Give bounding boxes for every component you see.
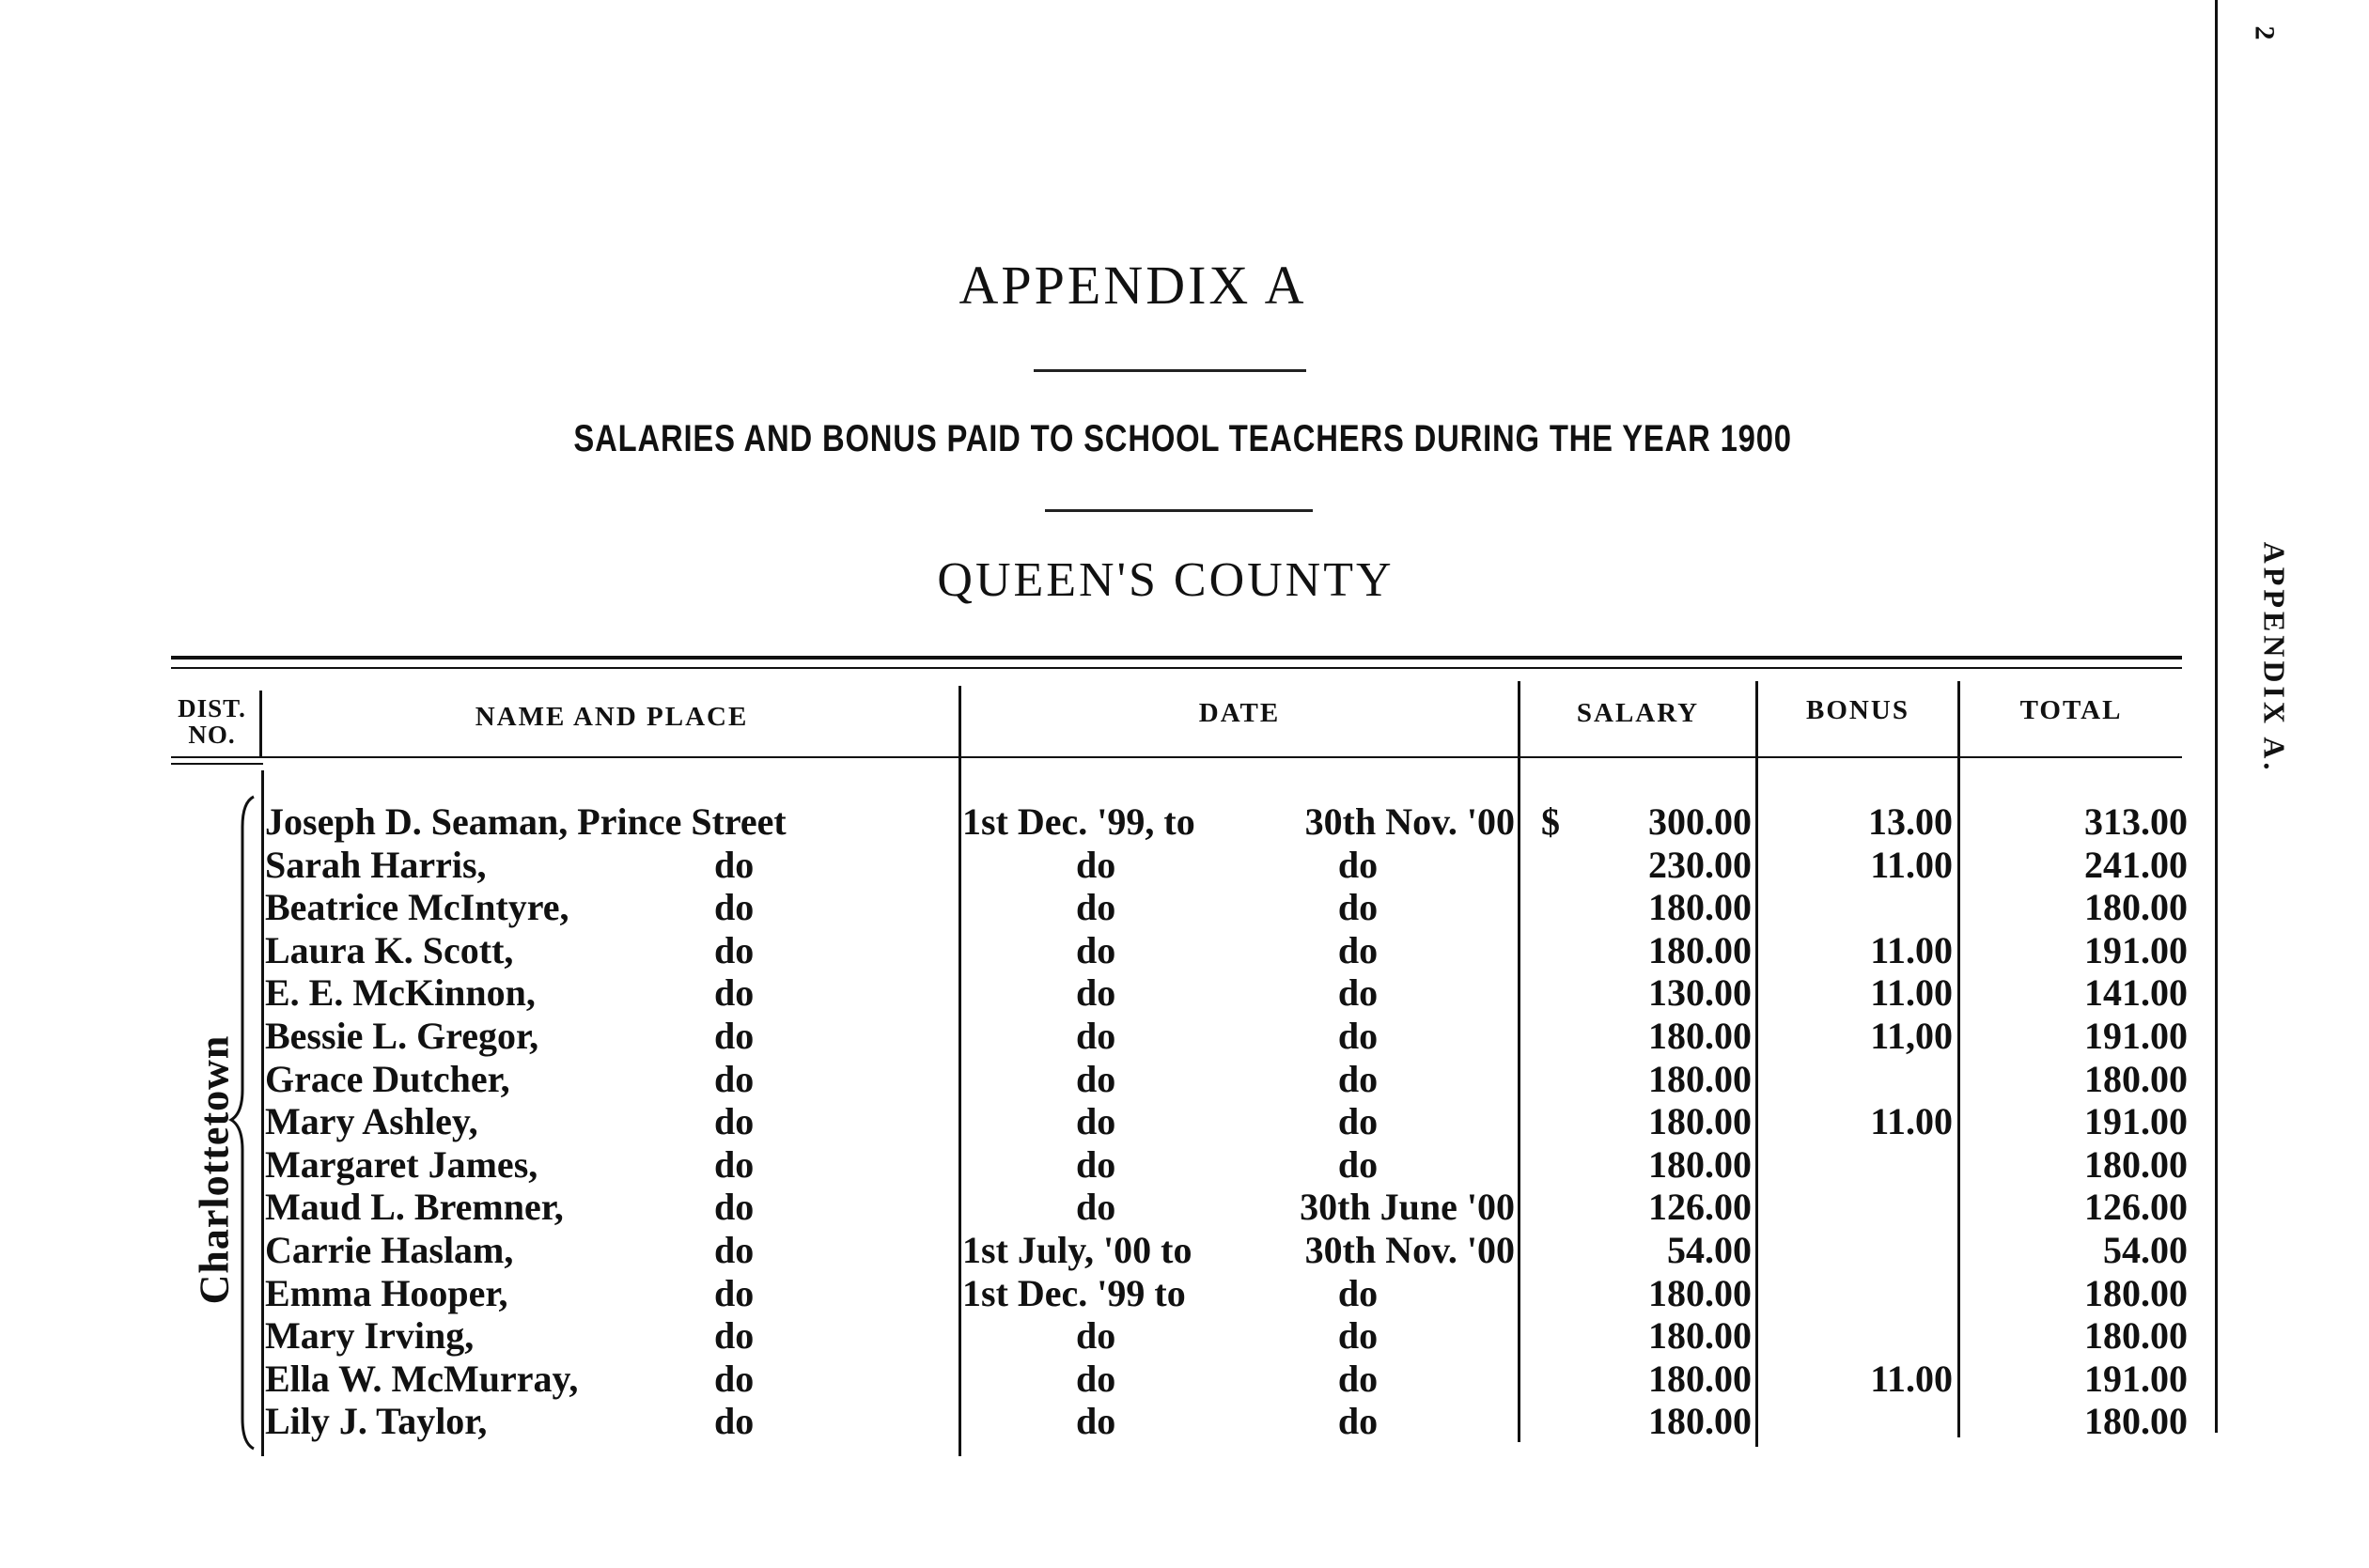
cell-total: 180.00 (2084, 886, 2188, 928)
county-heading-text: QUEEN'S COUNTY (937, 553, 1395, 607)
header-bottom-rule (171, 756, 2182, 758)
cell-salary: 180.00 (1648, 1358, 1752, 1400)
cell-bonus: 13.00 (1868, 800, 1953, 843)
cell-name: Emma Hooper, (265, 1272, 508, 1314)
cell-place: do (714, 1400, 755, 1442)
cell-total: 180.00 (2084, 1400, 2188, 1442)
cell-salary: 180.00 (1648, 929, 1752, 971)
cell-name: Maud L. Bremner, (265, 1186, 564, 1228)
cell-name: Margaret James, (265, 1143, 538, 1186)
cell-total: 141.00 (2084, 971, 2188, 1014)
cell-name: Beatrice McIntyre, (265, 886, 569, 928)
cell-bonus: 11.00 (1870, 844, 1953, 886)
cell-place: do (714, 1229, 755, 1271)
cell-total: 313.00 (2084, 800, 2188, 843)
cell-date-to: do (1337, 1272, 1379, 1314)
cell-salary: 180.00 (1648, 1015, 1752, 1057)
cell-total: 54.00 (2103, 1229, 2188, 1271)
cell-bonus: 11,00 (1870, 1015, 1953, 1057)
cell-name: Ella W. McMurray, (265, 1358, 579, 1400)
cell-date-from: do (1076, 1015, 1116, 1057)
cell-date-to: 30th Nov. '00 (1304, 1229, 1515, 1271)
cell-place: do (714, 1272, 755, 1314)
col-divider-salary (1518, 681, 1520, 1442)
cell-salary: 180.00 (1648, 1272, 1752, 1314)
header-dist (167, 695, 257, 748)
cell-total: 191.00 (2084, 1100, 2188, 1142)
table-top-rule-thin (171, 667, 2182, 669)
subtitle-divider (1045, 509, 1313, 512)
cell-place: do (714, 844, 755, 886)
cell-name: E. E. McKinnon, (265, 971, 536, 1014)
cell-place: do (714, 1015, 755, 1057)
cell-place: do (714, 971, 755, 1014)
cell-date-from: do (1076, 1358, 1116, 1400)
header-date: DATE (1198, 698, 1281, 728)
col-divider-date (959, 686, 961, 1456)
cell-salary: 180.00 (1648, 1314, 1752, 1357)
cell-date-from: do (1076, 1400, 1116, 1442)
cell-salary: 126.00 (1648, 1186, 1752, 1228)
cell-name: Mary Ashley, (265, 1100, 478, 1142)
page-title-text: APPENDIX A (959, 255, 1307, 316)
cell-date-from: do (1076, 1143, 1116, 1186)
col-divider-total (1957, 681, 1960, 1437)
cell-salary: 180.00 (1648, 1143, 1752, 1186)
cell-salary: 54.00 (1667, 1229, 1752, 1271)
header-dist-line2: NO. (188, 721, 236, 749)
cell-date-from: 1st Dec. '99 to (962, 1272, 1186, 1314)
cell-total: 191.00 (2084, 929, 2188, 971)
cell-place: do (714, 886, 755, 928)
cell-bonus: 11.00 (1870, 929, 1953, 971)
cell-date-to: do (1337, 1314, 1379, 1357)
cell-date-to: do (1337, 1358, 1379, 1400)
cell-date-from: do (1076, 929, 1116, 971)
cell-name: Carrie Haslam, (265, 1229, 514, 1271)
cell-date-from: 1st Dec. '99, to (962, 800, 1195, 843)
cell-total: 191.00 (2084, 1358, 2188, 1400)
cell-place: do (714, 1143, 755, 1186)
cell-date-to: 30th June '00 (1300, 1186, 1515, 1228)
header-salary: SALARY (1576, 698, 1700, 728)
cell-date-from: 1st July, '00 to (962, 1229, 1192, 1271)
side-running-head: APPENDIX A. (2257, 541, 2292, 774)
col-divider-dist (259, 691, 262, 756)
cell-date-to: do (1337, 971, 1379, 1014)
cell-date-to: do (1337, 929, 1379, 971)
cell-place: do (714, 1058, 755, 1100)
cell-place: do (714, 1100, 755, 1142)
cell-bonus: 11.00 (1870, 1100, 1953, 1142)
header-name: NAME AND PLACE (475, 702, 749, 732)
district-brace (226, 789, 263, 1456)
cell-total: 241.00 (2084, 844, 2188, 886)
cell-name: Grace Dutcher, (265, 1058, 510, 1100)
cell-date-to: do (1337, 1100, 1379, 1142)
cell-total: 180.00 (2084, 1143, 2188, 1186)
cell-total: 126.00 (2084, 1186, 2188, 1228)
col-divider-bonus (1755, 681, 1758, 1447)
page-subtitle: SALARIES AND BONUS PAID TO SCHOOL TEACHERS DURING THE YEAR 1900 (573, 418, 1792, 459)
cell-total: 180.00 (2084, 1314, 2188, 1357)
cell-date-to: do (1337, 844, 1379, 886)
cell-salary: 230.00 (1648, 844, 1752, 886)
cell-date-to: do (1337, 1143, 1379, 1186)
cell-total: 180.00 (2084, 1272, 2188, 1314)
cell-salary: 300.00 (1648, 800, 1752, 843)
cell-salary: 180.00 (1648, 1100, 1752, 1142)
title-divider (1034, 369, 1306, 372)
cell-name: Joseph D. Seaman, Prince Street (265, 800, 787, 843)
header-dist-line1: DIST. (178, 694, 246, 722)
cell-total: 191.00 (2084, 1015, 2188, 1057)
cell-date-to: 30th Nov. '00 (1304, 800, 1515, 843)
cell-name: Lily J. Taylor, (265, 1400, 488, 1442)
cell-salary: 180.00 (1648, 1400, 1752, 1442)
cell-salary: 130.00 (1648, 971, 1752, 1014)
header-total: TOTAL (2019, 695, 2123, 725)
header-bonus: BONUS (1806, 695, 1909, 725)
county-heading (0, 552, 2369, 608)
cell-name: Laura K. Scott, (265, 929, 514, 971)
cell-date-to: do (1337, 886, 1379, 928)
cell-date-to: do (1337, 1058, 1379, 1100)
page-edge-line (2215, 0, 2218, 1433)
cell-place: do (714, 929, 755, 971)
cell-bonus: 11.00 (1870, 971, 1953, 1014)
cell-date-to: do (1337, 1015, 1379, 1057)
page-title (0, 254, 2369, 317)
cell-date-from: do (1076, 844, 1116, 886)
district-label: Charlottetown (191, 1034, 238, 1305)
cell-date-from: do (1076, 1186, 1116, 1228)
cell-name: Sarah Harris, (265, 844, 487, 886)
currency-symbol: $ (1541, 800, 1560, 843)
cell-bonus: 11.00 (1870, 1358, 1953, 1400)
cell-date-to: do (1337, 1400, 1379, 1442)
header-bottom-rule-dist (171, 763, 263, 765)
cell-salary: 180.00 (1648, 886, 1752, 928)
table-top-rule (171, 656, 2182, 660)
cell-place: do (714, 1186, 755, 1228)
cell-place: do (714, 1358, 755, 1400)
cell-place: do (714, 1314, 755, 1357)
cell-date-from: do (1076, 1058, 1116, 1100)
cell-salary: 180.00 (1648, 1058, 1752, 1100)
cell-date-from: do (1076, 971, 1116, 1014)
cell-date-from: do (1076, 886, 1116, 928)
cell-total: 180.00 (2084, 1058, 2188, 1100)
cell-date-from: do (1076, 1100, 1116, 1142)
cell-name: Mary Irving, (265, 1314, 475, 1357)
cell-name: Bessie L. Gregor, (265, 1015, 539, 1057)
cell-date-from: do (1076, 1314, 1116, 1357)
